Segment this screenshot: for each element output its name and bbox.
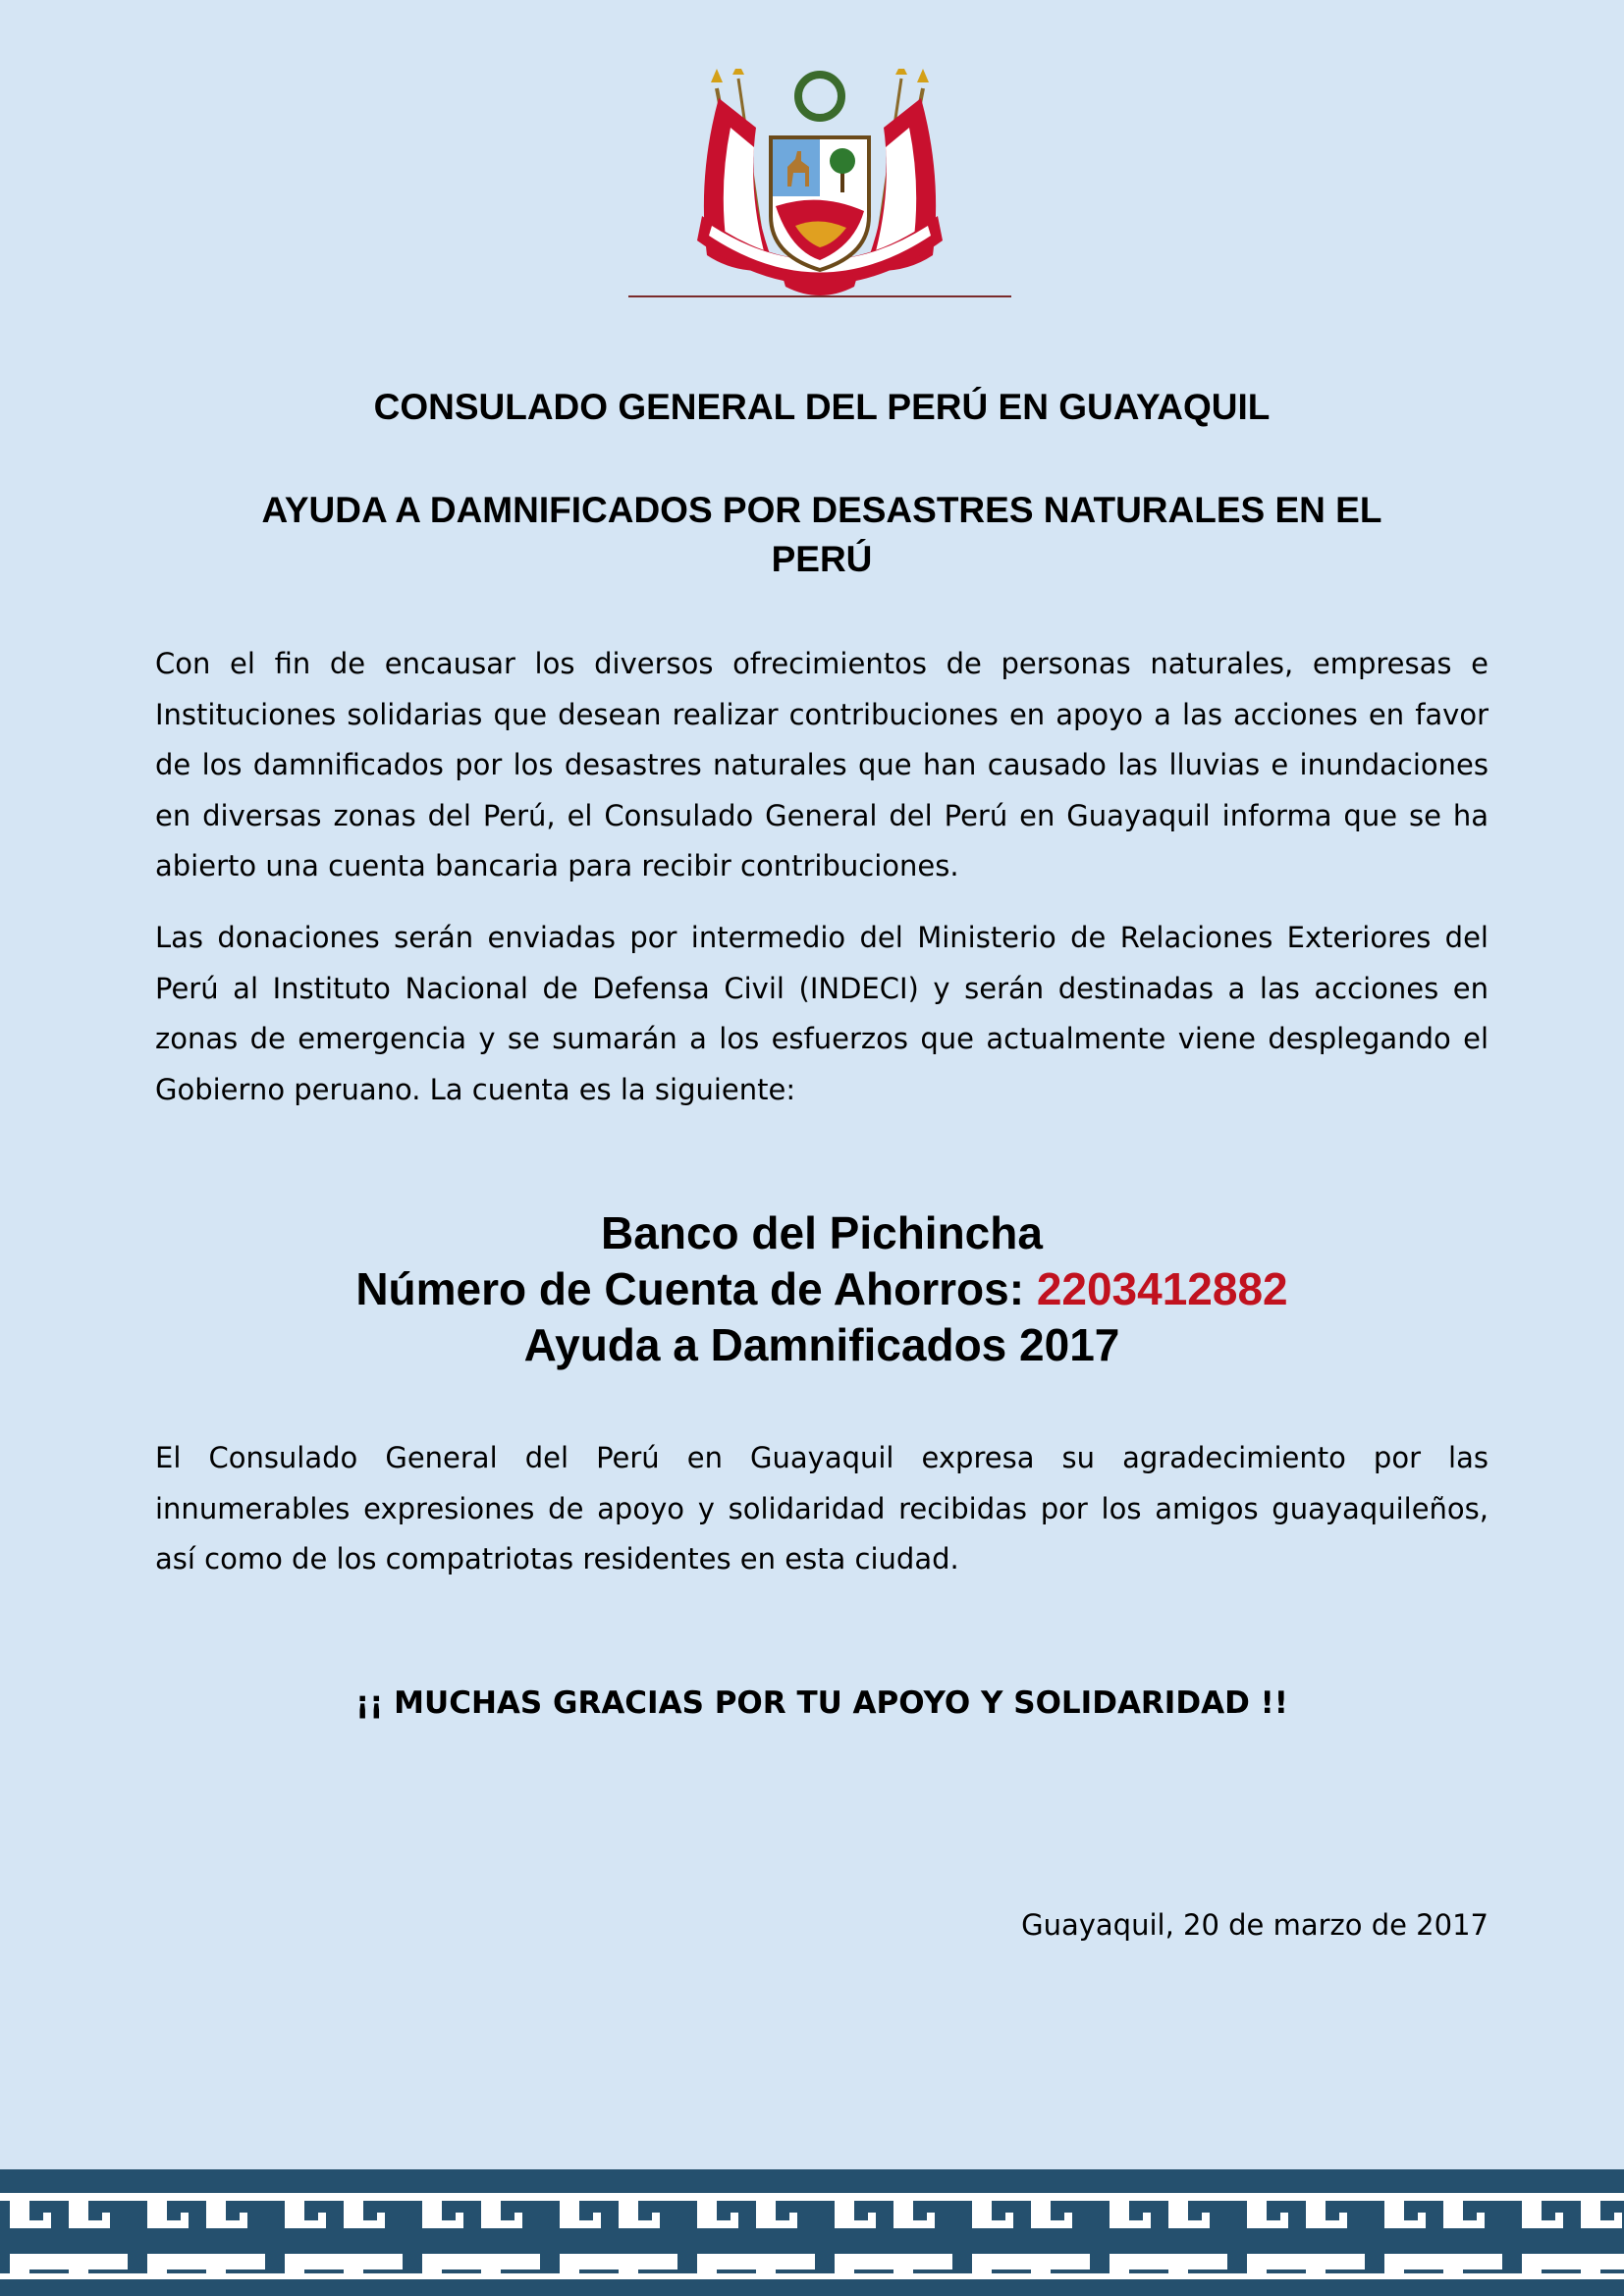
account-label: Número de Cuenta de Ahorros:: [355, 1263, 1037, 1314]
bank-name: Banco del Pichincha: [601, 1207, 1043, 1258]
intro-paragraph: Con el fin de encausar los diversos ofrecimientos de personas naturales, empresas e Instituciones solidarias que desean realizar contribuciones en apoyo a las acciones en favor de los damnificados por los desastres naturales que han causado las lluvias e inundaciones en diversas zonas del Perú, el Consulado General del Perú en Guayaquil informa que se ha abierto una cuenta bancaria para recibir contribuciones.: [155, 647, 1489, 882]
gratitude-paragraph: El Consulado General del Perú en Guayaquil expresa su agradecimiento por las innumerables expresiones de apoyo y solidaridad recibidas por los amigos guayaquileños, así como de los compatriotas residentes en esta ciudad.: [155, 1441, 1489, 1575]
account-line: [137, 1261, 1506, 1317]
page-title: CONSULADO GENERAL DEL PERÚ EN GUAYAQUIL: [373, 387, 1271, 427]
date-line: Guayaquil, 20 de marzo de 2017: [1021, 1908, 1489, 1942]
donations-paragraph: Las donaciones serán enviadas por intermedio del Ministerio de Relaciones Exteriores del Perú al Instituto Nacional de Defensa Civil (INDECI) y serán destinadas a las acciones en zonas de emergencia y se sumarán a los esfuerzos que actualmente viene desplegando el Gobierno peruano. La cuenta es la siguiente:: [155, 921, 1489, 1106]
account-name: Ayuda a Damnificados 2017: [523, 1319, 1120, 1370]
greek-key-border: [0, 2169, 1624, 2296]
bank-account-block: [137, 1205, 1506, 1373]
peru-coat-of-arms-icon: [628, 69, 1011, 314]
thanks-message: ¡¡ MUCHAS GRACIAS POR TU APOYO Y SOLIDARIDAD !!: [355, 1685, 1288, 1721]
aid-title-line2: PERÚ: [771, 539, 873, 579]
account-number: 2203412882: [1036, 1263, 1288, 1314]
aid-title: [137, 486, 1506, 584]
aid-title-line1: AYUDA A DAMNIFICADOS POR DESASTRES NATURALES EN EL: [261, 490, 1382, 530]
